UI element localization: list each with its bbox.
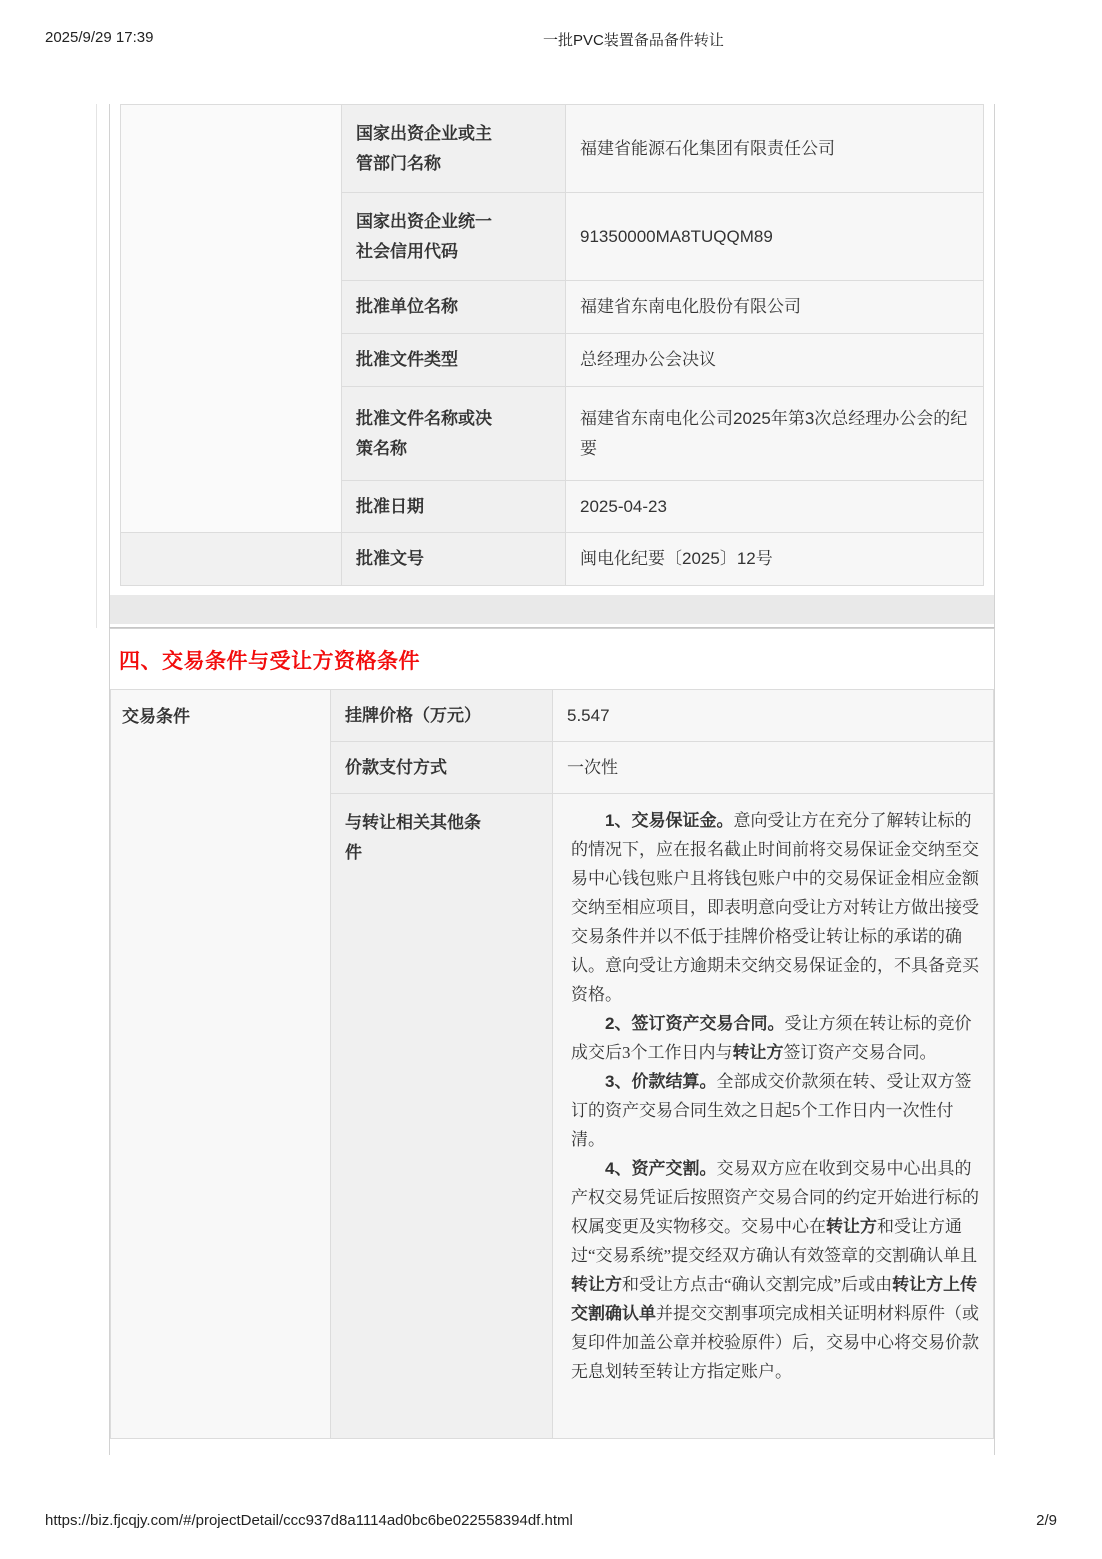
row-value-cell: [553, 794, 994, 1439]
row-value: 福建省东南电化公司2025年第3次总经理办公会的纪要: [566, 387, 984, 481]
row-label-cell: [342, 481, 566, 533]
row-label-cell: [331, 742, 553, 794]
row-value: 91350000MA8TUQQM89: [566, 193, 984, 281]
footer-url: https://biz.fjcqjy.com/#/projectDetail/ccc937d8a1114ad0bc6be022558394df.html: [45, 1512, 573, 1529]
row-label: 国家出资企业或主管部门名称: [356, 123, 492, 173]
table-row: [111, 690, 994, 742]
text-run: 交易双方应在收到交易中心出具的产权交易凭证后按照资产交易合同的约定开始进行标的权属变更及实物移交。交易中心在: [571, 1159, 979, 1236]
row-label: 批准文件类型: [356, 350, 458, 370]
text-run: 1、交易保证金。: [605, 811, 734, 830]
print-datetime: 2025/9/29 17:39: [45, 29, 154, 46]
row-label-cell: [342, 334, 566, 387]
approval-table: [120, 104, 984, 586]
conditions-table: [110, 689, 994, 1439]
other-conditions-text: [571, 806, 983, 1426]
row-label: 批准文件名称或决策名称: [356, 408, 492, 458]
page-indicator: 2/9: [1036, 1512, 1057, 1529]
row-label-cell: [342, 387, 566, 481]
row-label: 与转让相关其他条件: [345, 813, 481, 862]
row-label: 价款支付方式: [345, 757, 447, 777]
conditions-section: [109, 628, 995, 1455]
document-title: 一批PVC装置备品备件转让: [543, 32, 724, 49]
row-value: 闽电化纪要〔2025〕12号: [566, 533, 984, 586]
text-run: 2、签订资产交易合同。: [605, 1014, 785, 1033]
text-run: 转让方: [571, 1275, 622, 1294]
approval-section: [109, 104, 995, 628]
row-label-cell: [331, 690, 553, 742]
text-run: 和受让方点击“确认交割完成”后或由: [622, 1275, 893, 1294]
row-value: 2025-04-23: [566, 481, 984, 533]
text-run: 并提交交割事项完成相关证明材料原件（或复印件加盖公章并校验原件）后，交易中心将交易价款无息划转至转让方指定账户。: [571, 1304, 979, 1381]
section-footer-band: [110, 595, 994, 624]
table-row: [121, 105, 984, 193]
text-run: 转让方: [826, 1217, 877, 1236]
row-value: 5.547: [553, 690, 994, 742]
row-label-cell: [342, 105, 566, 193]
text-run: 签订资产交易合同。: [783, 1043, 937, 1062]
row-label: 批准单位名称: [356, 297, 458, 317]
outer-border-line: [96, 104, 97, 628]
row-label: 挂牌价格（万元）: [345, 705, 481, 725]
row-label-cell: [342, 533, 566, 586]
condition-paragraph: [571, 806, 983, 1009]
category-label: 交易条件: [122, 707, 190, 726]
row-value: 福建省能源石化集团有限责任公司: [566, 105, 984, 193]
row-label: 批准文号: [356, 549, 424, 569]
text-run: 受让方须在转让标的竞价成交后3个工作日内与: [571, 1014, 972, 1062]
row-label-cell: [331, 794, 553, 1439]
text-run: 3、价款结算。: [605, 1072, 717, 1091]
approval-category-cell: [121, 105, 342, 533]
row-label: 批准日期: [356, 496, 424, 516]
row-label-cell: [342, 193, 566, 281]
text-run: 转让方: [732, 1043, 784, 1062]
text-run: 和受让方通过“交易系统”提交经双方确认有效签章的交割确认单且: [571, 1217, 978, 1265]
text-run: 4、资产交割。: [605, 1159, 717, 1178]
row-value: 总经理办公会决议: [566, 334, 984, 387]
row-value: 一次性: [553, 742, 994, 794]
row-value: 福建省东南电化股份有限公司: [566, 281, 984, 334]
condition-paragraph: [571, 1009, 983, 1067]
section-heading: 四、交易条件与受让方资格条件: [119, 650, 420, 673]
condition-paragraph: [571, 1067, 983, 1154]
condition-paragraph: [571, 1154, 983, 1386]
conditions-category-cell: [111, 690, 331, 1439]
row-label: 国家出资企业统一社会信用代码: [356, 211, 492, 261]
text-run: 意向受让方在充分了解转让标的的情况下，应在报名截止时间前将交易保证金交纳至交易中心钱包账户且将钱包账户中的交易保证金相应金额交纳至相应项目，即表明意向受让方对转让方做出接受交易条件并以不低于挂牌价格受让转让标的承诺的确认。意向受让方逾期未交纳交易保证金的，不具备竞买资格。: [571, 811, 979, 1004]
row-label-cell: [342, 281, 566, 334]
text-run: 转让方上传交割确认单: [571, 1275, 978, 1323]
table-row: [121, 533, 984, 586]
text-run: 全部成交价款须在转、受让双方签订的资产交易合同生效之日起5个工作日内一次性付清。: [571, 1072, 972, 1149]
approval-category-cell-2: [121, 533, 342, 586]
